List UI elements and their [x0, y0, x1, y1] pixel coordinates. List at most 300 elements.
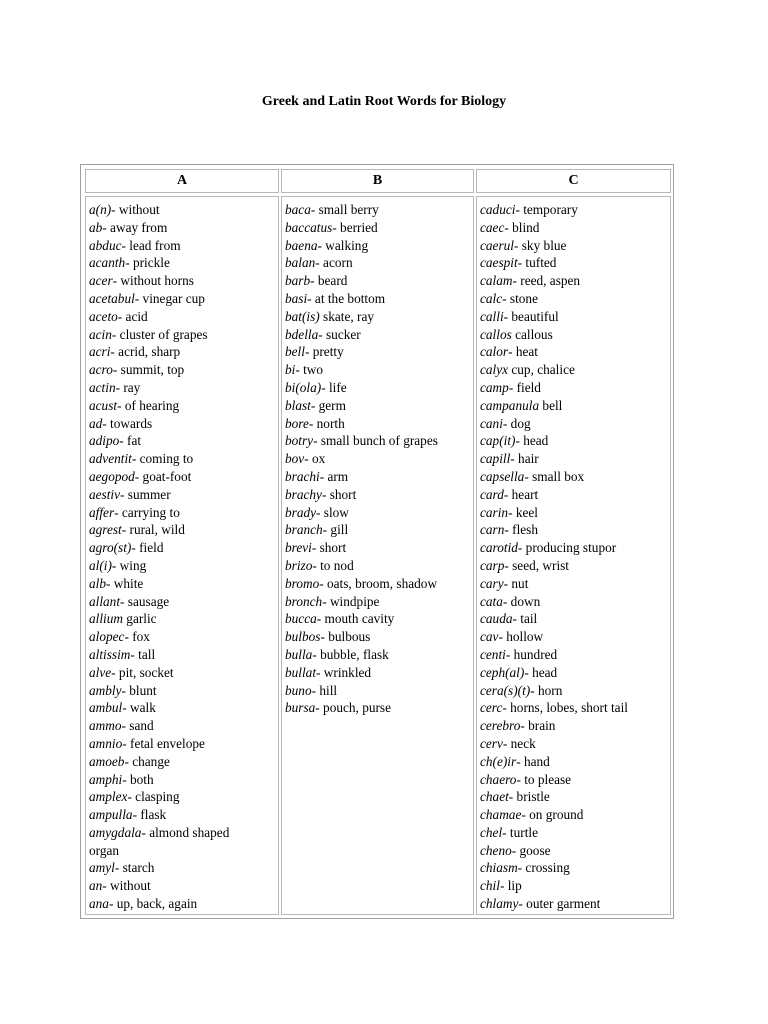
- list-item: [89, 201, 278, 219]
- root-word: bursa: [285, 700, 316, 716]
- list-item: [285, 504, 473, 522]
- root-separator: -: [321, 486, 327, 502]
- root-separator: -: [304, 344, 310, 360]
- list-item: [480, 539, 670, 557]
- root-separator: -: [502, 290, 507, 306]
- root-definition: goat-foot: [139, 468, 192, 484]
- root-word: alb: [89, 575, 106, 591]
- root-word: baccatus: [285, 219, 333, 235]
- root-separator: -: [516, 753, 521, 769]
- list-item: [89, 219, 278, 237]
- root-definition: north: [313, 415, 345, 431]
- root-word: acin: [89, 326, 112, 342]
- root-separator: -: [322, 593, 327, 609]
- root-word: amphi: [89, 771, 123, 787]
- list-item: [480, 201, 670, 219]
- list-item: [480, 842, 670, 860]
- list-item: [89, 877, 278, 895]
- root-separator: -: [108, 896, 114, 912]
- list-item: [480, 486, 670, 504]
- root-separator: -: [499, 878, 505, 894]
- root-word: chiasm: [480, 860, 518, 876]
- root-definition: small box: [528, 468, 585, 484]
- root-separator: -: [315, 255, 320, 271]
- root-separator: -: [307, 290, 312, 306]
- root-separator: -: [502, 824, 507, 840]
- list-item: [89, 415, 278, 433]
- root-definition: temporary: [519, 202, 578, 217]
- list-item: [480, 699, 670, 717]
- root-definition: change: [128, 753, 170, 769]
- root-word: cap(it): [480, 433, 516, 449]
- root-separator: -: [117, 308, 123, 324]
- root-separator: -: [131, 451, 137, 467]
- list-item: [285, 521, 473, 539]
- root-word: amyl: [89, 860, 115, 876]
- root-separator: -: [141, 824, 146, 840]
- root-word: chamae: [480, 807, 522, 823]
- root-word: cani: [480, 415, 503, 431]
- root-definition: hand: [520, 753, 550, 769]
- root-word: ambly: [89, 682, 122, 698]
- list-item: [89, 379, 278, 397]
- root-separator: -: [112, 273, 118, 289]
- root-separator: -: [120, 593, 125, 609]
- root-word: amnio: [89, 735, 123, 751]
- root-word: cav: [480, 629, 499, 645]
- root-definition: tall: [134, 646, 156, 662]
- list-item: [480, 717, 670, 735]
- list-item: [285, 343, 473, 361]
- list-item: [285, 664, 473, 682]
- list-item: [480, 610, 670, 628]
- list-item: [480, 415, 670, 433]
- root-separator: -: [502, 415, 508, 431]
- root-separator: -: [518, 896, 523, 912]
- root-separator: -: [111, 557, 117, 573]
- list-item: [89, 504, 278, 522]
- root-separator: -: [111, 326, 117, 342]
- root-word: cerc: [480, 700, 503, 716]
- list-item: [480, 646, 670, 664]
- list-item: [480, 788, 670, 806]
- root-word: basi: [285, 290, 308, 306]
- list-item: [285, 308, 473, 326]
- root-word: blast: [285, 397, 311, 413]
- root-word: adventit: [89, 451, 132, 467]
- root-word: cerv: [480, 735, 503, 751]
- root-definition: goose: [516, 842, 551, 858]
- root-definition: bristle: [513, 789, 550, 805]
- root-separator: -: [510, 451, 515, 467]
- root-word: barb: [285, 273, 311, 289]
- root-word: chel: [480, 824, 503, 840]
- root-word: acro: [89, 362, 113, 378]
- root-separator: -: [102, 878, 107, 894]
- root-definition: coming to: [136, 451, 194, 467]
- list-item: [285, 290, 473, 308]
- root-word: allant: [89, 593, 121, 609]
- list-item: [89, 788, 278, 806]
- list-item: [480, 397, 670, 415]
- root-separator: -: [503, 308, 509, 324]
- root-word: card: [480, 486, 504, 502]
- root-word: chil: [480, 878, 500, 894]
- root-separator: -: [502, 700, 507, 716]
- column-header-a: A: [85, 169, 279, 193]
- root-separator: -: [503, 486, 509, 502]
- root-word: calam: [480, 273, 513, 289]
- root-definition: at the bottom: [311, 290, 386, 306]
- root-definition: fetal envelope: [126, 735, 205, 751]
- root-definition: neck: [507, 735, 536, 751]
- list-item: [480, 504, 670, 522]
- root-word: ceph(al): [480, 664, 525, 680]
- root-word: agro(st): [89, 540, 132, 556]
- root-definition: tufted: [522, 255, 557, 271]
- root-word: chlamy: [480, 896, 519, 912]
- root-word: brady: [285, 504, 317, 520]
- list-item: [89, 735, 278, 753]
- list-item: [89, 575, 278, 593]
- root-definition: reed, aspen: [516, 273, 581, 289]
- root-definition: slow: [320, 504, 349, 520]
- root-definition: without horns: [117, 273, 194, 289]
- root-definition: pretty: [309, 344, 344, 360]
- root-word: brevi: [285, 540, 312, 556]
- root-definition: beard: [314, 273, 348, 289]
- root-definition: blind: [508, 219, 540, 235]
- root-word: bi: [285, 362, 296, 378]
- list-item: [285, 557, 473, 575]
- root-definition: short: [316, 540, 347, 556]
- root-word: caduci: [480, 202, 516, 217]
- root-word: ana: [89, 896, 109, 912]
- list-item: [285, 539, 473, 557]
- list-item: [285, 468, 473, 486]
- root-definition: pouch, purse: [319, 700, 392, 716]
- root-separator: -: [322, 522, 328, 538]
- list-item: [480, 432, 670, 450]
- list-item: [285, 682, 473, 700]
- root-word: affer: [89, 504, 115, 520]
- list-item: [480, 254, 670, 272]
- root-separator: -: [502, 735, 508, 751]
- root-definition: germ: [315, 397, 346, 413]
- root-word: ampulla: [89, 807, 133, 823]
- list-item: [89, 699, 278, 717]
- page-title: Greek and Latin Root Words for Biology: [261, 94, 507, 109]
- root-definition: starch: [119, 860, 155, 876]
- root-definition: crossing: [522, 860, 570, 876]
- root-definition: stone: [506, 290, 538, 306]
- root-definition: fox: [128, 629, 150, 645]
- list-item: [480, 379, 670, 397]
- list-item: [480, 575, 670, 593]
- root-definition: head: [528, 664, 558, 680]
- root-definition: beautiful: [508, 308, 559, 324]
- root-word: capill: [480, 451, 511, 467]
- list-item: [89, 557, 278, 575]
- root-definition: up, back, again: [113, 896, 198, 912]
- list-item: [480, 593, 670, 611]
- root-definition: clasping: [131, 789, 180, 805]
- root-definition: windpipe: [326, 593, 380, 609]
- root-definition: field: [135, 540, 164, 556]
- root-separator: -: [513, 237, 519, 253]
- root-word: ammo: [89, 718, 122, 734]
- list-item: [285, 272, 473, 290]
- root-separator: -: [106, 575, 111, 591]
- root-separator: -: [530, 682, 535, 698]
- list-item: [89, 486, 278, 504]
- root-word: acust: [89, 397, 118, 413]
- root-separator: -: [517, 860, 523, 876]
- root-word: cary: [480, 575, 504, 591]
- root-word: camp: [480, 379, 509, 395]
- list-item: [89, 397, 278, 415]
- root-definition: down: [507, 593, 541, 609]
- root-separator: -: [308, 415, 314, 431]
- root-definition: acid: [122, 308, 148, 324]
- list-item: [480, 272, 670, 290]
- root-separator: -: [504, 557, 509, 573]
- root-definition: almond shaped: [145, 824, 230, 840]
- root-separator: -: [125, 255, 130, 271]
- root-separator: -: [503, 575, 509, 591]
- list-item: [480, 824, 670, 842]
- root-definition: small berry: [315, 202, 379, 217]
- root-definition: sausage: [124, 593, 170, 609]
- root-separator: -: [310, 202, 316, 217]
- root-separator: -: [134, 290, 140, 306]
- root-definition: life: [325, 379, 347, 395]
- list-item: [89, 895, 278, 913]
- root-definition: keel: [512, 504, 538, 520]
- root-definition: tail: [516, 611, 538, 627]
- root-separator: -: [131, 540, 136, 556]
- root-word: bulla: [285, 646, 313, 662]
- root-word: carp: [480, 557, 505, 573]
- root-word: chaet: [480, 789, 509, 805]
- root-word: bore: [285, 415, 309, 431]
- root-separator: -: [112, 362, 118, 378]
- root-words-table: [80, 164, 674, 919]
- list-item: [285, 699, 473, 717]
- root-separator: -: [121, 237, 126, 253]
- root-definition: flesh: [508, 522, 538, 538]
- root-word: carin: [480, 504, 509, 520]
- root-definition: two: [299, 362, 324, 378]
- root-word: baena: [285, 237, 318, 253]
- root-word: agrest: [89, 522, 122, 538]
- root-definition: carrying to: [118, 504, 180, 520]
- root-word: a(n): [89, 202, 112, 217]
- root-definition: brain: [524, 718, 556, 734]
- root-definition: hundred: [510, 646, 558, 662]
- root-definition: on ground: [525, 807, 584, 823]
- root-separator: -: [316, 611, 322, 627]
- list-item: [89, 361, 278, 379]
- list-item: [480, 664, 670, 682]
- list-item: [285, 415, 473, 433]
- root-word: baca: [285, 202, 311, 217]
- root-definition: outer garment: [522, 896, 601, 912]
- root-definition: mouth cavity: [321, 611, 395, 627]
- root-word: balan: [285, 255, 316, 271]
- root-separator: -: [121, 522, 127, 538]
- root-separator: -: [316, 504, 321, 520]
- root-definition: wing: [116, 557, 147, 573]
- root-word: alopec: [89, 629, 125, 645]
- list-item: [89, 432, 278, 450]
- root-definition: hill: [316, 682, 338, 698]
- root-definition: bubble, flask: [316, 646, 389, 662]
- root-separator: -: [311, 540, 317, 556]
- root-word: brachy: [285, 486, 322, 502]
- root-separator: -: [515, 202, 520, 217]
- list-item: [285, 628, 473, 646]
- root-word: al(i): [89, 557, 112, 573]
- root-word: bulbos: [285, 629, 321, 645]
- root-separator: -: [304, 451, 309, 467]
- list-item: [285, 593, 473, 611]
- root-word: caerul: [480, 237, 514, 253]
- root-definition: bulbous: [324, 629, 371, 645]
- root-separator: -: [312, 557, 317, 573]
- root-separator: -: [310, 273, 315, 289]
- root-separator: -: [111, 664, 116, 680]
- root-definition: sky blue: [518, 237, 567, 253]
- root-word: amoeb: [89, 753, 125, 769]
- root-definition: heat: [512, 344, 538, 360]
- root-definition: vinegar cup: [139, 290, 205, 306]
- root-separator: -: [315, 700, 320, 716]
- root-definition: nut: [508, 575, 529, 591]
- list-item: [480, 771, 670, 789]
- list-item: [285, 432, 473, 450]
- root-word: bronch: [285, 593, 323, 609]
- root-separator: -: [121, 718, 126, 734]
- list-item: [285, 326, 473, 344]
- root-separator: -: [127, 789, 132, 805]
- root-separator: -: [114, 860, 120, 876]
- root-definition: away from: [106, 219, 168, 235]
- root-separator: -: [520, 718, 525, 734]
- root-separator: -: [117, 397, 122, 413]
- root-definition: walk: [126, 700, 156, 716]
- root-separator: -: [318, 326, 323, 342]
- root-definition: horns, lobes, short tail: [506, 700, 628, 716]
- list-item: [89, 646, 278, 664]
- root-word: bromo: [285, 575, 320, 591]
- list-item: [89, 859, 278, 877]
- root-word: aceto: [89, 308, 118, 324]
- root-word: brachi: [285, 468, 320, 484]
- list-item: [480, 877, 670, 895]
- list-item: [480, 628, 670, 646]
- root-separator: -: [122, 735, 127, 751]
- root-definition: garlic: [122, 611, 157, 627]
- root-definition: hair: [514, 451, 539, 467]
- root-separator: -: [504, 522, 509, 538]
- root-separator: -: [114, 504, 119, 520]
- root-word: carotid: [480, 540, 518, 556]
- list-item: [89, 771, 278, 789]
- root-definition: ox: [308, 451, 326, 467]
- list-item: [285, 237, 473, 255]
- root-definition: prickle: [129, 255, 170, 271]
- list-item: [89, 682, 278, 700]
- root-separator: -: [498, 629, 503, 645]
- list-item: [480, 682, 670, 700]
- root-separator: -: [102, 415, 107, 431]
- list-item: [89, 326, 278, 344]
- root-separator: -: [102, 219, 107, 235]
- root-definition: sucker: [322, 326, 361, 342]
- root-definition: to nod: [316, 557, 354, 573]
- root-word: allium: [89, 611, 123, 627]
- root-word: altissim: [89, 646, 131, 662]
- root-word: adipo: [89, 433, 120, 449]
- root-word: buno: [285, 682, 312, 698]
- list-item: [89, 593, 278, 611]
- list-item: [480, 895, 670, 913]
- list-item: [285, 379, 473, 397]
- root-word: ambul: [89, 700, 123, 716]
- list-item: [285, 450, 473, 468]
- root-definition: walking: [321, 237, 369, 253]
- root-separator: -: [310, 397, 316, 413]
- root-word: acanth: [89, 255, 126, 271]
- root-separator: -: [110, 344, 115, 360]
- root-word: amygdala: [89, 824, 142, 840]
- root-word: brizo: [285, 557, 313, 573]
- root-word: calc: [480, 290, 503, 306]
- root-definition: oats, broom, shadow: [323, 575, 438, 591]
- root-word: callos: [480, 326, 512, 342]
- root-separator: -: [111, 202, 116, 217]
- root-definition: without: [115, 202, 160, 217]
- root-definition: skate, ray: [319, 308, 374, 324]
- root-word: bucca: [285, 611, 317, 627]
- list-item: [285, 219, 473, 237]
- root-separator: -: [332, 219, 337, 235]
- list-item: [89, 343, 278, 361]
- list-item: [285, 575, 473, 593]
- list-item: [285, 610, 473, 628]
- root-definition: field: [513, 379, 541, 395]
- list-item: [89, 664, 278, 682]
- root-separator: -: [521, 807, 526, 823]
- list-item: [480, 361, 670, 379]
- root-separator: -: [319, 468, 325, 484]
- column-b-entries: [281, 196, 474, 915]
- root-separator: -: [508, 789, 514, 805]
- root-word: carn: [480, 522, 505, 538]
- list-item: [89, 290, 278, 308]
- list-item: [89, 308, 278, 326]
- list-item: [480, 326, 670, 344]
- root-separator: -: [313, 433, 318, 449]
- list-item: [285, 397, 473, 415]
- column-header-c: C: [476, 169, 671, 193]
- list-item: [480, 521, 670, 539]
- root-word: ad: [89, 415, 103, 431]
- root-separator: -: [132, 807, 138, 823]
- root-definition: both: [126, 771, 154, 787]
- root-definition: lip: [504, 878, 522, 894]
